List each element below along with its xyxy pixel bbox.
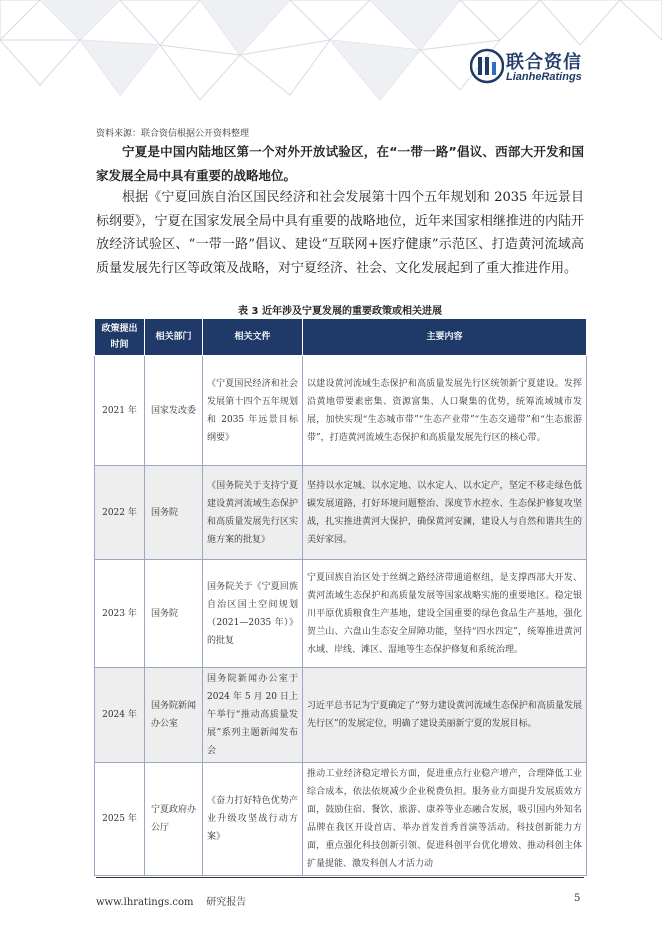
row-dept: 国务院新闻办公室 [145, 668, 203, 763]
row-year: 2024 年 [95, 668, 145, 763]
row-content: 以建设黄河流域生态保护和高质量发展先行区统领新宁夏建设。发挥沿黄地带要素密集、资源富集、人口聚集的优势，统筹流域城市发展，加快实现“生态城市带”“生态产业带”“生态交通带”和“生态旅游带”，打造黄河流域生态保护和高质量发展先行区的核心带。 [303, 356, 587, 466]
table-header-row [95, 319, 587, 356]
table-row [95, 356, 587, 466]
row-dept: 国家发改委 [145, 356, 203, 466]
row-year: 2021 年 [95, 356, 145, 466]
header-dept: 相关部门 [145, 319, 203, 356]
policy-table [94, 318, 587, 876]
paragraph-body: 根据《宁夏回族自治区国民经济和社会发展第十四个五年规划和 2035 年远景目标纲要》，宁夏在国家发展全局中具有重要的战略地位，近年来国家相继推进的内陆开放经济试验区、“一带一路”倡议、建设“互联网+医疗健康”示范区、打造黄河流域高质量发展先行区等政策及战略，对宁夏经济、社会、文化发展起到了重大推进作用。 [96, 190, 584, 276]
source-note: 资料来源：联合资信根据公开资料整理 [96, 129, 250, 139]
row-dept: 宁夏政府办公厅 [145, 763, 203, 876]
row-doc: 《奋力打好特色优势产业升级攻坚战行动方案》 [203, 763, 303, 876]
footer-divider [96, 877, 584, 878]
row-year: 2025 年 [95, 763, 145, 876]
row-doc: 国务院关于《宁夏回族自治区国土空间规划（2021—2035 年）》的批复 [203, 560, 303, 668]
row-content: 推动工业经济稳定增长方面，促进重点行业稳产增产，合理降低工业综合成本，依法依规减少企业税费负担。服务业方面提升发展质效方面，鼓励住宿、餐饮、旅游、康养等业态融合发展，吸引国内外知名品牌在我区开设首店、举办首发首秀首演等活动。科技创新能力方面，重点强化科技创新引领、促进科创平台优化增效、推动科创主体扩量提能、激发科创人才活力动 [303, 763, 587, 876]
table-title: 表 3 近年涉及宁夏发展的重要政策或相关进展 [238, 306, 442, 317]
table-row [95, 668, 587, 763]
row-dept: 国务院 [145, 466, 203, 560]
table-row [95, 763, 587, 876]
row-year: 2023 年 [95, 560, 145, 668]
paragraph-bold: 宁夏是中国内陆地区第一个对外开放试验区，在“一带一路”倡议、西部大开发和国家发展全局中具有重要的战略地位。 [96, 144, 584, 183]
logo-cn: 联合资信 [506, 52, 582, 73]
table-row [95, 466, 587, 560]
logo-en: LianheRatings [506, 71, 582, 83]
header-content: 主要内容 [303, 319, 587, 356]
table-row [95, 560, 587, 668]
header-doc: 相关文件 [203, 319, 303, 356]
header-year: 政策提出时间 [95, 319, 145, 356]
logo-mark-icon [470, 48, 504, 84]
footer-site: www.lhratings.com 研究报告 [96, 897, 247, 908]
row-content: 习近平总书记为宁夏确定了“努力建设黄河流域生态保护和高质量发展先行区”的发展定位，明确了建设美丽新宁夏的发展目标。 [303, 668, 587, 763]
row-content: 坚持以水定城、以水定地、以水定人、以水定产，坚定不移走绿色低碳发展道路，打好环境问题整治、深度节水控水、生态保护修复攻坚战，扎实推进黄河大保护，确保黄河安澜，建设人与自然和谐共生的美好家园。 [303, 466, 587, 560]
page-number: 5 [574, 893, 581, 904]
row-doc: 《国务院关于支持宁夏建设黄河流域生态保护和高质量发展先行区实施方案的批复》 [203, 466, 303, 560]
row-dept: 国务院 [145, 560, 203, 668]
row-doc: 《宁夏国民经济和社会发展第十四个五年规划和 2035 年远景目标纲要》 [203, 356, 303, 466]
row-content: 宁夏回族自治区处于丝绸之路经济带通道枢纽，是支撑西部大开发、黄河流域生态保护和高质量发展等国家战略实施的重要地区。稳定银川平原优质粮食生产基地，建设全国重要的绿色食品生产基地，强化贺兰山、六盘山生态安全屏障功能，坚持“四水四定”，统筹推进黄河水域、岸线、滩区、湿地等生态保护修复和系统治理。 [303, 560, 587, 668]
row-doc: 国务院新闻办公室于 2024 年 5 月 20 日上午举行“推动高质量发展”系列主题新闻发布会 [203, 668, 303, 763]
row-year: 2022 年 [95, 466, 145, 560]
